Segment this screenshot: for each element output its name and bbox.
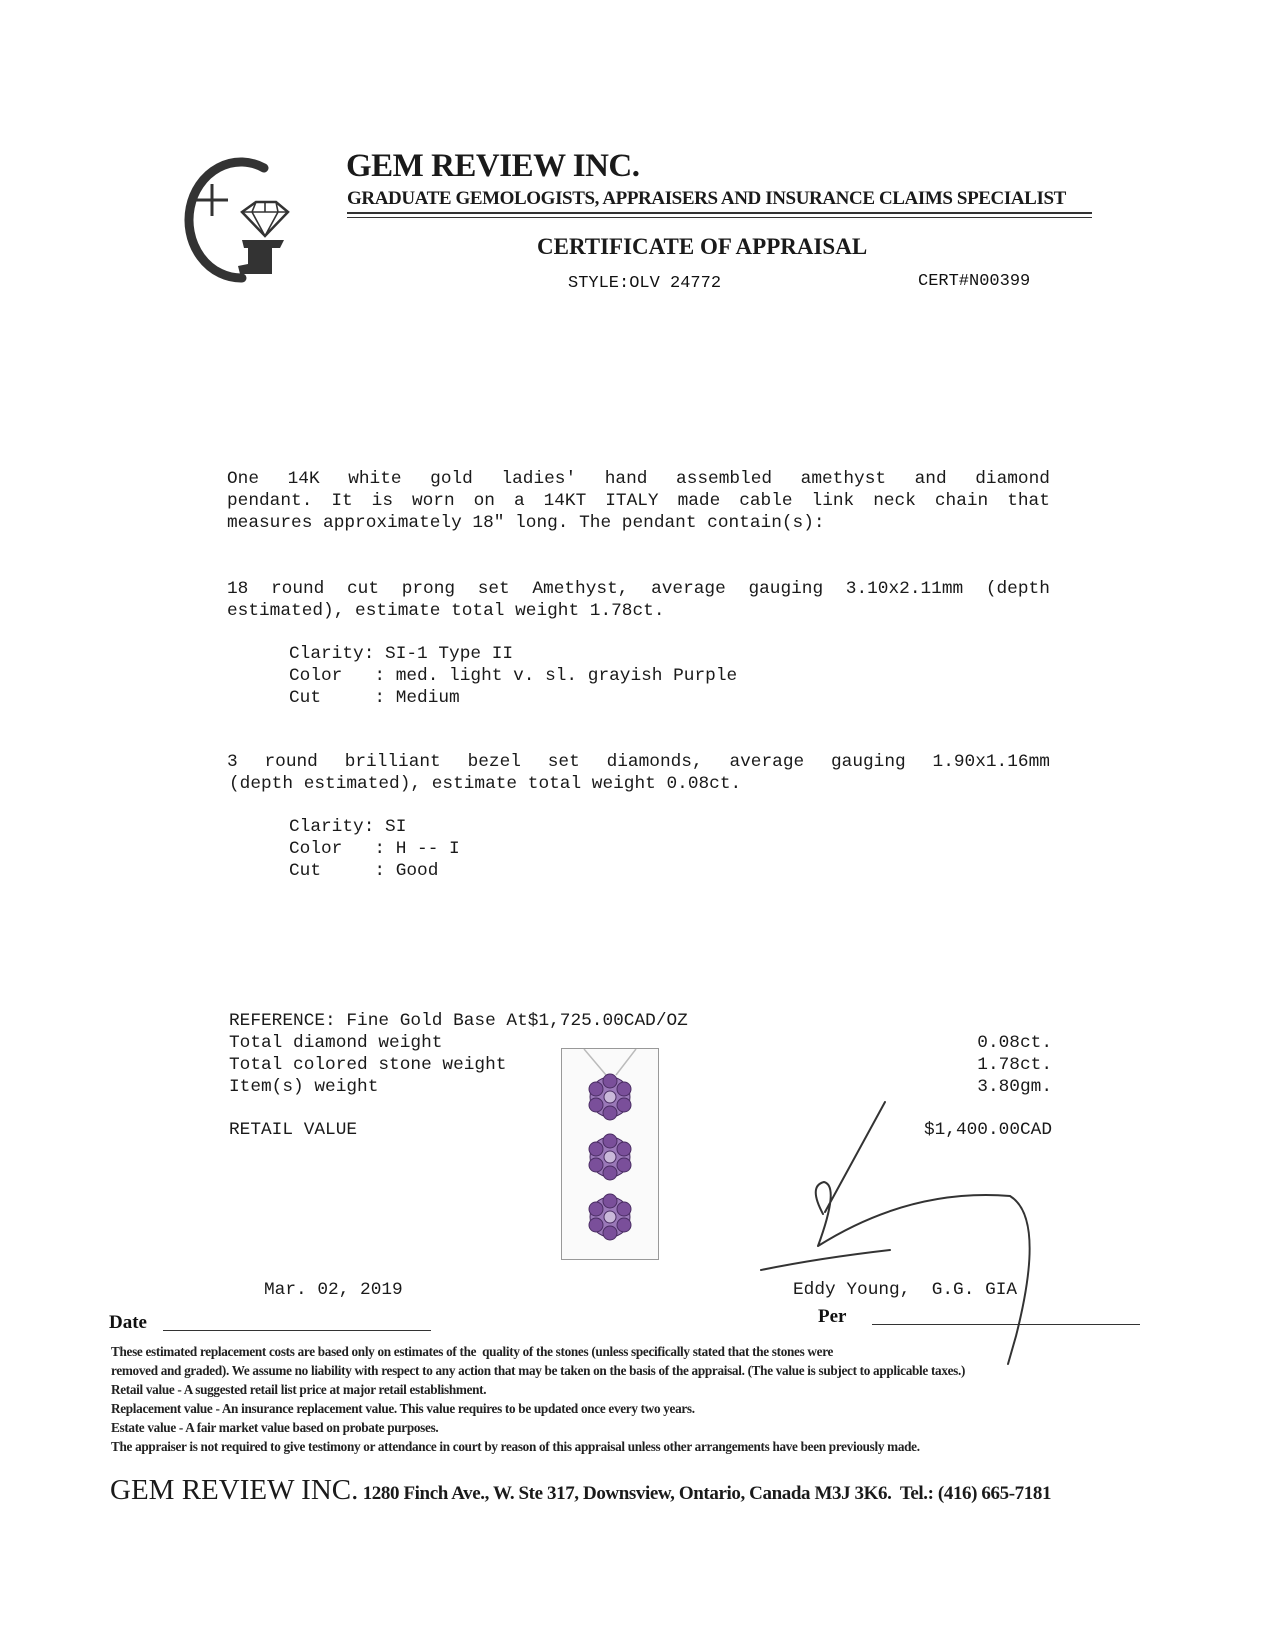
description-line-2: pendant. It is worn on a 14KT ITALY made cable link neck chain that (227, 491, 1050, 511)
footer-street-address: 1280 Finch Ave., W. Ste 317, Downsview, Ontario, Canada M3J 3K6. Tel.: (416) 665-7181 (358, 1483, 1052, 1504)
retail-value-amount: $1,400.00CAD (923, 1120, 1052, 1140)
disclaimer-replacement-value: Replacement value - An insurance replacement value. This value requires to be updated once every two years. (111, 1401, 695, 1416)
amethyst-line-2: estimated), estimate total weight 1.78ct. (227, 601, 665, 621)
disclaimer-line-2: removed and graded). We assume no liability with respect to any action that may be taken on the basis of the appraisal. (The value is subject to applicable taxes.) (111, 1363, 966, 1378)
per-signature-line (872, 1324, 1140, 1325)
appraisal-date: Mar. 02, 2019 (264, 1280, 403, 1300)
pendant-photo (561, 1048, 659, 1260)
retail-value-label: RETAIL VALUE (229, 1120, 358, 1140)
certificate-title: CERTIFICATE OF APPRAISAL (537, 234, 868, 259)
date-label: Date (109, 1312, 147, 1333)
footer-company-name: GEM REVIEW INC. (110, 1474, 359, 1506)
total-diamond-weight-value: 0.08ct. (977, 1033, 1052, 1053)
disclaimer-court: The appraiser is not required to give testimony or attendance in court by reason of this appraisal unless other arrangements have been previously made. (111, 1439, 920, 1454)
diamond-cut: Cut : Good (289, 861, 439, 881)
header-rule-thin (347, 217, 1092, 218)
company-tagline: GRADUATE GEMOLOGISTS, APPRAISERS AND INSURANCE CLAIMS SPECIALIST (347, 188, 1066, 209)
amethyst-clarity: Clarity: SI-1 Type II (289, 644, 514, 664)
total-colored-weight-label: Total colored stone weight (229, 1055, 507, 1075)
date-signature-line (163, 1330, 431, 1331)
certificate-number: CERT#N00399 (918, 272, 1031, 291)
reference-gold-base: REFERENCE: Fine Gold Base At$1,725.00CAD/OZ (229, 1011, 688, 1031)
amethyst-cut: Cut : Medium (289, 688, 460, 708)
item-weight-value: 3.80gm. (977, 1077, 1052, 1097)
gem-review-logo (172, 150, 300, 290)
disclaimer-estate-value: Estate value - A fair market value based on probate purposes. (111, 1420, 439, 1435)
amethyst-line-1: 18 round cut prong set Amethyst, average gauging 3.10x2.11mm (depth (227, 579, 1050, 599)
disclaimer-retail-value: Retail value - A suggested retail list price at major retail establishment. (111, 1382, 487, 1397)
description-line-3: measures approximately 18" long. The pendant contain(s): (227, 513, 825, 533)
total-colored-weight-value: 1.78ct. (977, 1055, 1052, 1075)
diamond-line-1: 3 round brilliant bezel set diamonds, average gauging 1.90x1.16mm (227, 752, 1050, 772)
appraiser-name: Eddy Young, G.G. GIA (793, 1280, 1018, 1300)
style-number: STYLE:OLV 24772 (568, 274, 722, 293)
disclaimer-line-1: These estimated replacement costs are based only on estimates of the quality of the stones (unless specifically stated that the stones were (111, 1344, 834, 1359)
amethyst-color: Color : med. light v. sl. grayish Purple (289, 666, 738, 686)
diamond-line-2: (depth estimated), estimate total weight 0.08ct. (229, 774, 742, 794)
diamond-color: Color : H -- I (289, 839, 460, 859)
footer-address (110, 1474, 1051, 1507)
per-label: Per (818, 1306, 847, 1327)
diamond-clarity: Clarity: SI (289, 817, 407, 837)
description-line-1: One 14K white gold ladies' hand assembled amethyst and diamond (227, 469, 1050, 489)
total-diamond-weight-label: Total diamond weight (229, 1033, 443, 1053)
company-name: GEM REVIEW INC. (346, 148, 640, 184)
header-rule (347, 212, 1092, 214)
item-weight-label: Item(s) weight (229, 1077, 379, 1097)
